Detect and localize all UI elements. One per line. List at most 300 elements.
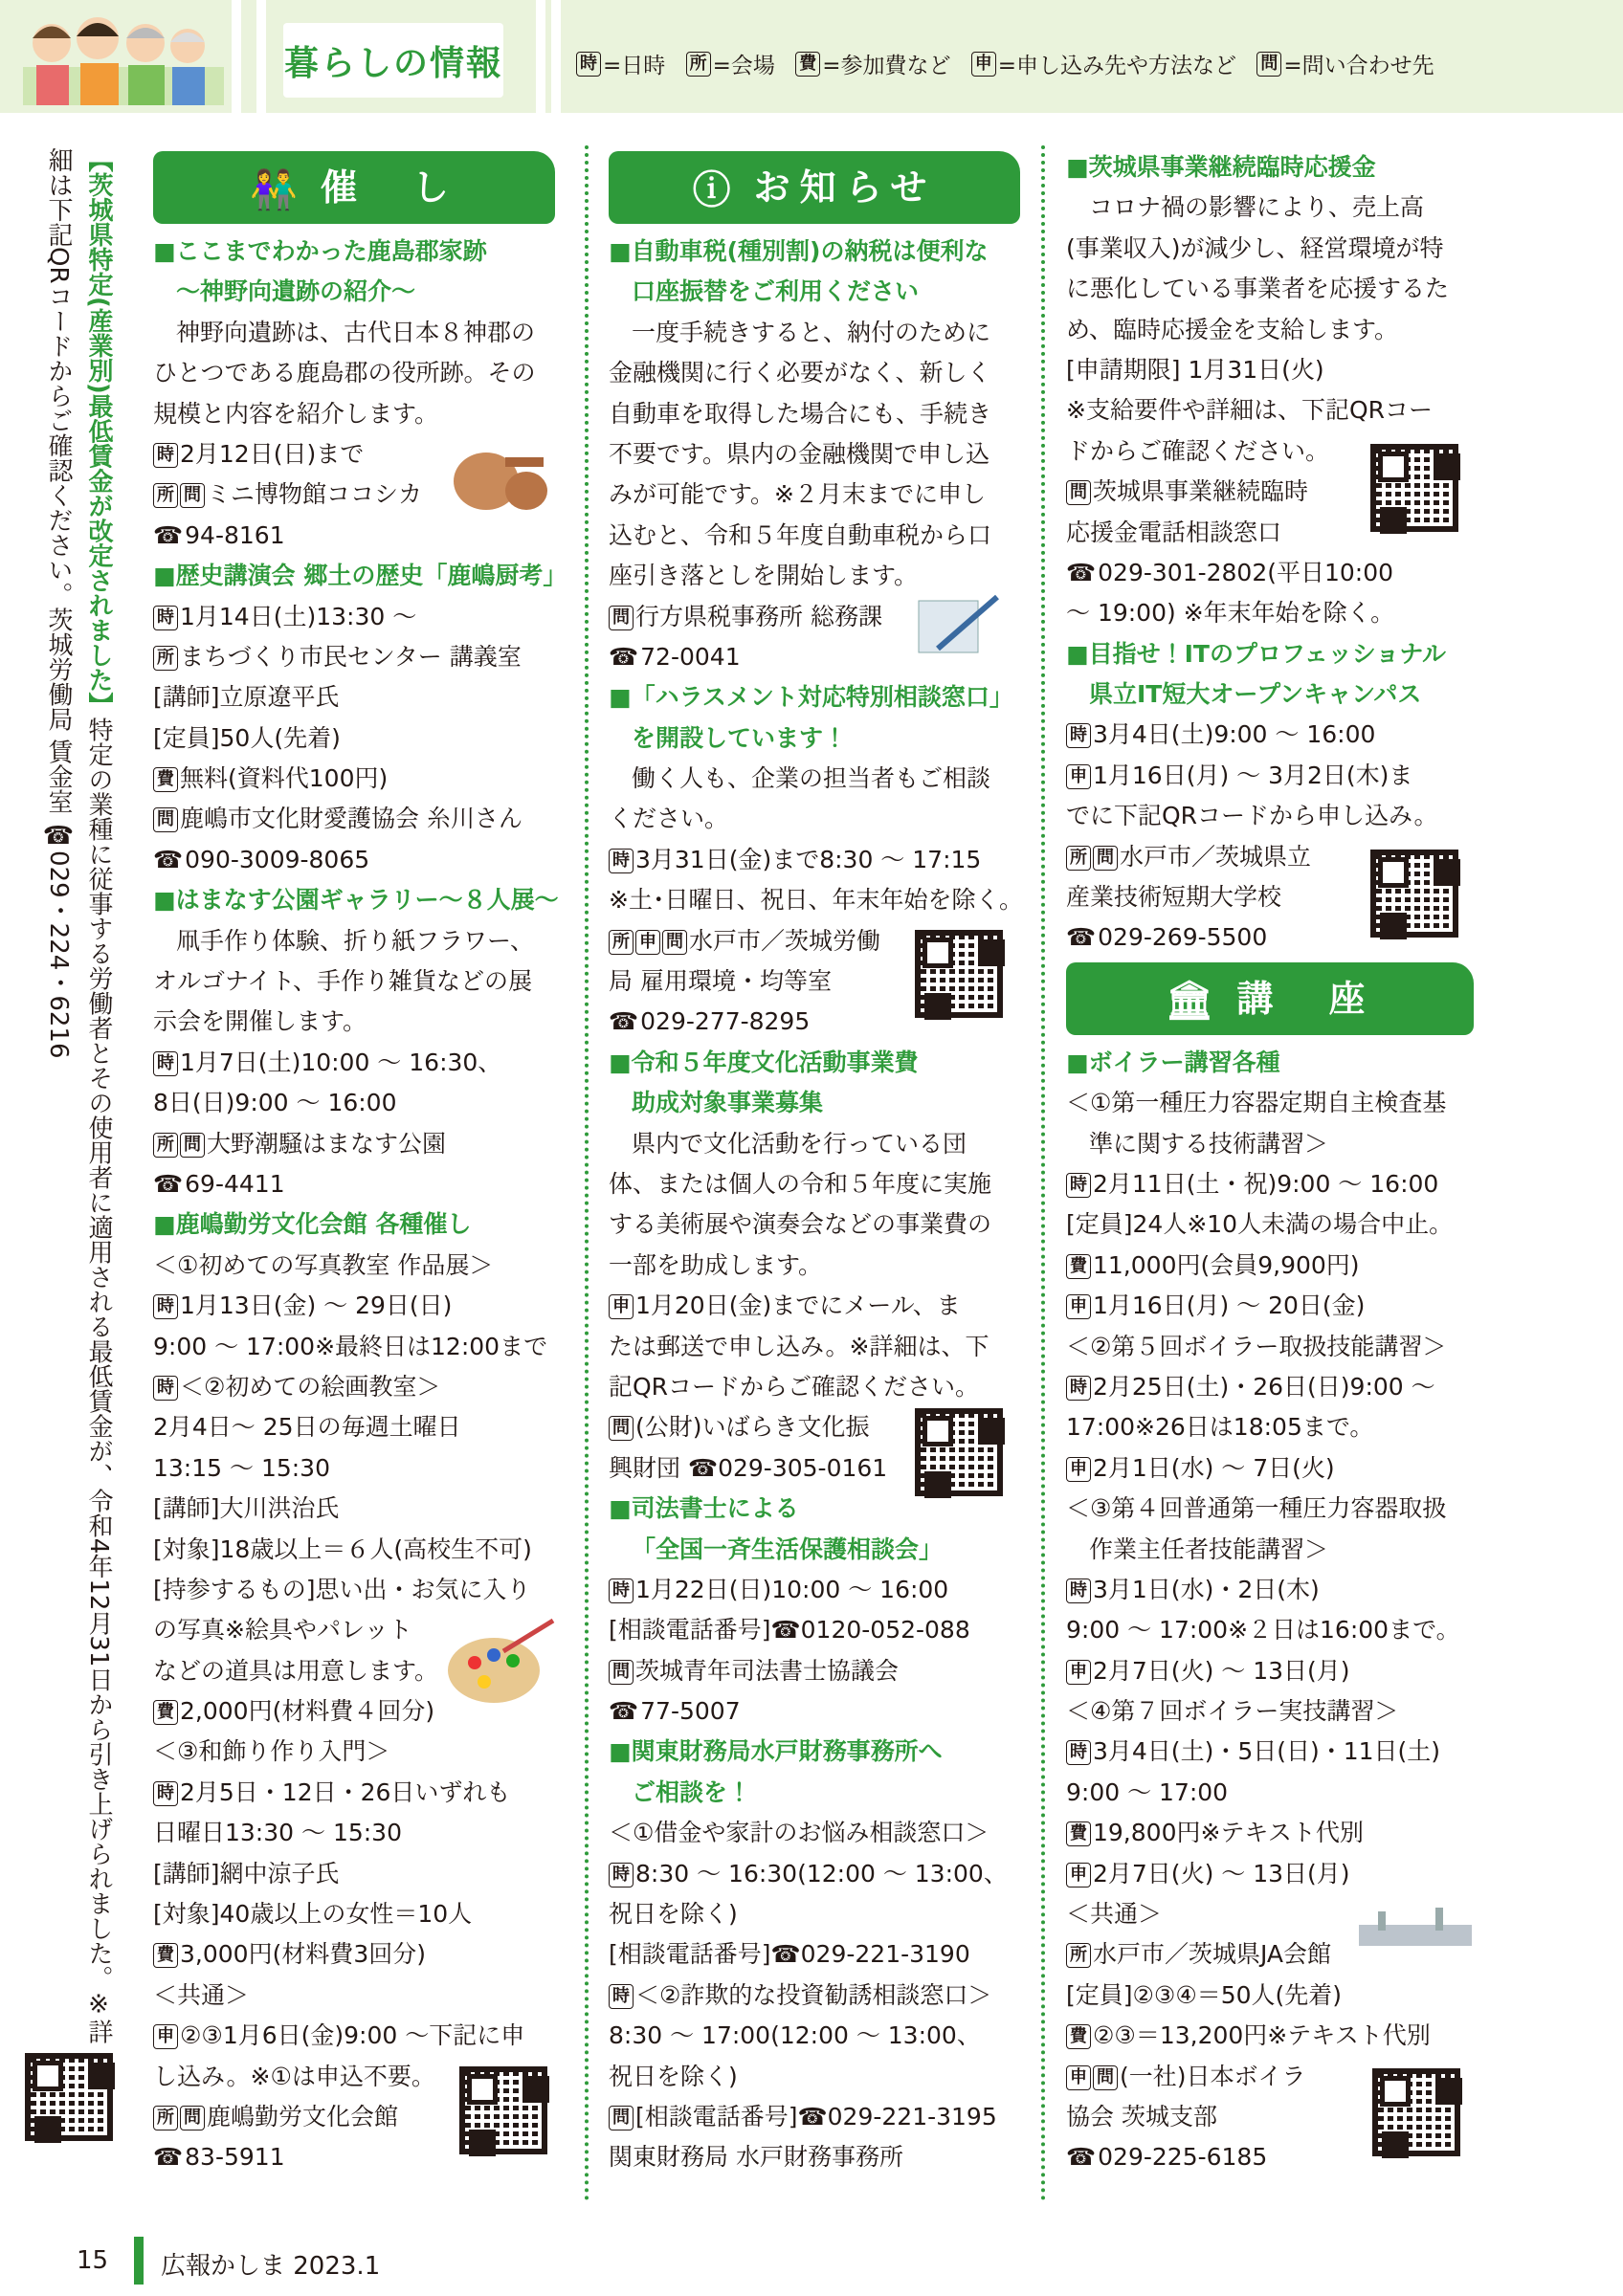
line-text: [講師]立原遼平氏: [153, 683, 340, 712]
item-line: [153, 718, 555, 759]
line-text: 鹿嶋勤労文化会館: [207, 2102, 399, 2130]
item-line: [1066, 2016, 1474, 2056]
line-text: ■鹿嶋勤労文化会館 各種催し: [153, 1210, 472, 1239]
document-pen-illustration: [909, 591, 1005, 660]
item-line: [609, 1204, 1020, 1245]
item-line: [609, 1691, 1020, 1732]
item-line: [1066, 715, 1474, 755]
item-line: [153, 1286, 555, 1326]
line-text: ＜③和飾り作り入門＞: [153, 1737, 390, 1766]
item-line: [153, 2016, 555, 2056]
pottery-illustration: [448, 438, 553, 515]
info-key-icon: 所: [1066, 846, 1091, 871]
legend-text: =申し込み先や方法など: [997, 54, 1237, 78]
item-line: [1066, 1164, 1474, 1204]
item-line: [1066, 1327, 1474, 1367]
item-line: [1066, 1651, 1474, 1691]
line-text: 2月5日・12日・26日いずれも: [180, 1777, 511, 1806]
line-text: ひとつである鹿島郡の役所跡。その: [153, 359, 536, 387]
item-line: [609, 799, 1020, 839]
line-text: 94-8161: [185, 520, 285, 549]
item-line: [609, 880, 1023, 920]
line-text: 8:30 〜 16:30(12:00 〜 13:00、: [635, 1859, 1008, 1888]
item-heading: [153, 272, 555, 312]
legend-text: =日時: [603, 54, 666, 78]
banner-icon: 👫: [250, 167, 298, 212]
info-key-icon: 問: [1066, 480, 1091, 505]
info-key-icon: 時: [153, 1294, 178, 1319]
qr-code[interactable]: [25, 2053, 113, 2141]
item-heading: [609, 1530, 1020, 1570]
line-text: 規模と内容を紹介します。: [153, 399, 439, 428]
item-line: [609, 1976, 1020, 2016]
item-line: [153, 759, 555, 799]
item-line: [609, 1286, 1020, 1326]
line-text: 3月4日(土)9:00 〜 16:00: [1093, 720, 1376, 749]
item-line: [609, 1124, 1020, 1164]
column-divider: [1041, 145, 1045, 2202]
item-line: [153, 677, 555, 718]
qr-code[interactable]: [459, 2066, 547, 2154]
info-key-icon: 申: [1066, 1294, 1091, 1319]
item-line: [609, 1894, 1020, 1934]
info-key-icon: 費: [1066, 2024, 1091, 2049]
item-line: [1066, 1773, 1474, 1813]
banner-icon: ⓘ: [692, 167, 731, 212]
item-line: [1066, 188, 1474, 228]
line-text: 090-3009-8065: [185, 845, 370, 873]
item-line: [609, 2057, 1020, 2097]
item-line: [609, 1813, 1020, 1853]
line-text: [定員]50人(先着): [153, 723, 341, 752]
line-text: 応援金電話相談窓口: [1066, 518, 1282, 546]
item-line: [1066, 1204, 1474, 1245]
line-text: 1月14日(土)13:30 〜: [180, 602, 417, 630]
info-key-icon: 申: [1066, 1863, 1091, 1888]
info-key-icon: 問: [609, 1416, 634, 1441]
line-text: 助成対象事業募集: [632, 1089, 824, 1117]
line-text: などの道具は用意します。: [153, 1656, 439, 1685]
line-text: コロナ禍の影響により、売上高: [1089, 193, 1425, 222]
line-text: し込み。※①は申込不要。: [153, 2062, 435, 2090]
legend-text: =参加費など: [822, 54, 951, 78]
item-line: [153, 961, 555, 1002]
info-key-icon: 時: [1066, 1376, 1091, 1401]
line-text: 2,000円(材料費４回分): [180, 1697, 435, 1726]
info-key-icon: 費: [153, 1943, 178, 1968]
item-heading: [1066, 1043, 1474, 1083]
item-line: [1066, 1813, 1474, 1853]
item-line: [153, 1934, 555, 1975]
line-text: たは郵送で申し込み。※詳細は、下: [609, 1332, 989, 1360]
phone-icon: ☎: [609, 642, 639, 671]
info-key-icon: 問: [180, 1133, 205, 1158]
phone-icon: ☎: [153, 845, 184, 873]
phone-icon: ☎: [153, 2143, 184, 2172]
line-text: ■司法書士による: [609, 1494, 799, 1523]
item-line: [609, 1367, 1020, 1407]
item-line: [609, 1327, 1020, 1367]
line-text: 関東財務局 水戸財務事務所: [609, 2143, 903, 2172]
line-text: ＜①初めての写真教室 作品展＞: [153, 1250, 494, 1279]
info-key-icon: 所: [609, 930, 634, 955]
line-text: 水戸市／茨城県JA会館: [1093, 1940, 1332, 1969]
line-text: ご相談を！: [632, 1777, 752, 1806]
banner-icon: 🏛: [1165, 979, 1214, 1024]
column-divider: [585, 145, 589, 2202]
info-key-icon: 時: [153, 606, 178, 630]
info-key-icon: 申: [1066, 1457, 1091, 1482]
legend-text: =問い合わせ先: [1283, 54, 1434, 78]
line-text: 3月4日(土)・5日(日)・11日(土): [1093, 1737, 1441, 1766]
item-line: [609, 353, 1020, 393]
item-line: [1066, 1610, 1474, 1650]
item-line: [153, 840, 555, 880]
item-heading: [153, 556, 567, 596]
line-text: 9:00 〜 17:00※２日は16:00まで。: [1066, 1616, 1460, 1645]
item-line: [1066, 1732, 1474, 1772]
notice-note: ※詳細は下記QRコードからご確認ください。: [44, 147, 113, 2044]
item-line: [153, 1367, 555, 1407]
info-key-icon: 所: [153, 1133, 178, 1158]
line-text: 示会を開催します。: [153, 1007, 367, 1036]
phone-icon: ☎: [1066, 923, 1097, 952]
line-text: する美術展や演奏会などの事業費の: [609, 1210, 992, 1239]
item-line: [609, 394, 1020, 434]
header-stripe: [536, 0, 545, 113]
line-text: ■「ハラスメント対応特別相談窓口」: [609, 683, 1013, 712]
line-text: まちづくり市民センター 講義室: [180, 642, 522, 671]
line-text: 込むと、令和５年度自動車税から口: [609, 520, 992, 549]
item-line: [1066, 1083, 1474, 1123]
banner-label: 講 座: [1236, 977, 1375, 1020]
line-text: 83-5911: [185, 2143, 285, 2172]
info-key-icon: 所: [1066, 1943, 1091, 1968]
item-line: [1066, 269, 1474, 309]
line-text: 興財団 ☎029-305-0161: [609, 1453, 888, 1482]
line-text: 2月11日(土・祝)9:00 〜 16:00: [1093, 1169, 1439, 1198]
line-text: でに下記QRコードから申し込み。: [1066, 802, 1438, 830]
phone-icon: ☎: [609, 1697, 639, 1726]
item-heading: [609, 1732, 1020, 1772]
line-text: の写真※絵具やパレット: [153, 1616, 412, 1645]
info-key-icon: 申: [1066, 1660, 1091, 1685]
item-line: [1066, 1407, 1474, 1447]
line-text: 金融機関に行く必要がなく、新しく: [609, 359, 991, 387]
publication-name: 広報かしま 2023.1: [161, 2252, 381, 2281]
line-text: 無料(資料代100円): [180, 764, 389, 793]
line-text: ■茨城県事業継続臨時応援金: [1066, 153, 1376, 181]
line-text: ドからご確認ください。: [1066, 436, 1330, 465]
line-text: 9:00 〜 17:00※最終日は12:00まで: [153, 1332, 548, 1360]
line-text: [対象]18歳以上＝６人(高校生不可): [153, 1534, 532, 1563]
line-text: [申請期限] 1月31日(火): [1066, 355, 1324, 384]
line-text: ＜①借金や家計のお悩み相談窓口＞: [609, 1819, 989, 1847]
info-key-icon: 時: [1066, 1578, 1091, 1603]
line-text: [対象]40歳以上の女性＝10人: [153, 1900, 473, 1929]
line-text: ※土･日曜日、祝日、年末年始を除く。: [609, 886, 1023, 915]
line-text: 作業主任者技能講習＞: [1089, 1534, 1329, 1563]
item-line: [153, 313, 555, 353]
item-line: [153, 1083, 555, 1123]
item-line: [609, 516, 1020, 556]
item-heading: [609, 232, 1020, 272]
banner-label: 催 し: [320, 166, 458, 209]
info-key-icon: 費: [153, 1700, 178, 1725]
line-text: [相談電話番号]☎029-221-3190: [609, 1940, 970, 1969]
line-text: オルゴナイト、手作り雑貨などの展: [153, 967, 533, 996]
line-text: 8日(日)9:00 〜 16:00: [153, 1089, 397, 1117]
section-title: 暮らしの情報: [283, 44, 502, 83]
info-key-icon: 所: [153, 483, 178, 508]
line-text: 2月4日〜 25日の毎週土曜日: [153, 1413, 461, 1442]
item-line: [609, 434, 1020, 475]
fee-icon: 費: [795, 52, 820, 77]
item-line: [609, 2016, 1020, 2056]
line-text: 3月31日(金)まで8:30 〜 17:15: [635, 845, 982, 873]
notices-column: [609, 147, 1023, 2178]
qr-code[interactable]: [1372, 2068, 1460, 2156]
line-text: 準に関する技術講習＞: [1089, 1129, 1329, 1158]
info-key-icon: 問: [662, 930, 687, 955]
item-line: [153, 1407, 555, 1447]
item-line: [153, 1246, 555, 1286]
phone-icon: ☎: [153, 520, 184, 549]
line-text: 1月7日(土)10:00 〜 16:30、: [180, 1048, 502, 1076]
info-key-icon: 申: [1066, 764, 1091, 789]
banner-label: お知らせ: [753, 166, 937, 209]
item-line: [153, 799, 555, 839]
line-text: 72-0041: [640, 642, 741, 671]
line-text: 産業技術短期大学校: [1066, 883, 1282, 912]
line-text: 3月1日(水)・2日(木): [1093, 1575, 1320, 1603]
line-text: 1月20日(金)までにメール、ま: [635, 1292, 961, 1320]
info-key-icon: 所: [153, 2106, 178, 2130]
line-text: め、臨時応援金を支給します。: [1066, 315, 1399, 343]
line-text: 13:15 〜 15:30: [153, 1453, 330, 1482]
item-line: [1066, 229, 1474, 269]
line-text: ＜②詐欺的な投資勧誘相談窓口＞: [635, 1980, 992, 2009]
line-text: 69-4411: [185, 1169, 285, 1198]
footer-bar: [134, 2237, 144, 2285]
item-line: [153, 637, 555, 677]
line-text: 2月25日(土)・26日(日)9:00 〜: [1093, 1372, 1435, 1401]
item-line: [153, 1894, 555, 1934]
factory-illustration: [1359, 1908, 1472, 1946]
line-text: 水戸市／茨城労働: [689, 926, 881, 955]
line-text: ■関東財務局水戸財務事務所へ: [609, 1737, 943, 1766]
qr-code[interactable]: [915, 930, 1003, 1018]
item-line: [153, 1773, 555, 1813]
line-text: ＜②第５回ボイラー取扱技能講習＞: [1066, 1332, 1447, 1360]
line-text: 茨城青年司法書士協議会: [635, 1656, 900, 1685]
info-key-icon: 問: [180, 2106, 205, 2130]
line-text: 一部を助成します。: [609, 1250, 823, 1279]
item-line: [153, 516, 555, 556]
item-heading: [1066, 147, 1474, 188]
item-line: [1066, 1448, 1474, 1489]
line-text: 19,800円※テキスト代別: [1093, 1819, 1364, 1847]
page-number: 15: [77, 2246, 109, 2275]
section-banner: [153, 151, 555, 224]
date-icon: 時: [576, 52, 601, 77]
info-key-icon: 問: [180, 483, 205, 508]
line-text: 鹿嶋市文化財愛護協会 糸川さん: [180, 805, 522, 833]
item-line: [1066, 1570, 1474, 1610]
item-heading: [609, 272, 1020, 312]
notice-contact: 茨城労働局 賃金室 ☎029・224・6216: [44, 607, 73, 1059]
info-key-icon: 時: [153, 1376, 178, 1401]
line-text: 局 雇用環境・均等室: [609, 967, 832, 996]
info-key-icon: 申: [1066, 2065, 1091, 2090]
inquiry-icon: 問: [1256, 52, 1281, 77]
line-text: ＜③第４回普通第一種圧力容器取扱: [1066, 1494, 1447, 1523]
info-key-icon: 時: [1066, 1740, 1091, 1765]
item-heading: [609, 1043, 1020, 1083]
line-text: ＜共通＞: [153, 1980, 250, 2009]
line-text: みが可能です。※２月末までに申し: [609, 480, 986, 509]
item-line: [1066, 1854, 1474, 1894]
line-text: [定員]②③④＝50人(先着): [1066, 1980, 1343, 2009]
line-text: 1月16日(月) 〜 3月2日(木)ま: [1093, 761, 1413, 789]
line-text: 029-225-6185: [1098, 2143, 1268, 2172]
info-key-icon: 問: [609, 2106, 634, 2130]
line-text: 2月1日(水) 〜 7日(火): [1093, 1453, 1335, 1482]
phone-icon: ☎: [609, 1007, 639, 1036]
info-key-icon: 時: [609, 849, 634, 873]
item-line: [609, 475, 1020, 515]
item-line: [153, 1732, 555, 1772]
item-line: [153, 1570, 555, 1610]
line-text: 体、または個人の令和５年度に実施: [609, 1169, 992, 1198]
item-line: [153, 1043, 555, 1083]
info-key-icon: 時: [609, 1863, 634, 1888]
item-line: [1066, 1246, 1474, 1286]
item-line: [1066, 1367, 1474, 1407]
item-line: [609, 1651, 1020, 1691]
line-text: 11,000円(会員9,900円): [1093, 1250, 1360, 1279]
line-text: [講師]網中涼子氏: [153, 1859, 340, 1888]
line-text: 2月7日(火) 〜 13日(月): [1093, 1859, 1350, 1888]
line-text: 2月12日(日)まで: [180, 439, 365, 468]
line-text: ■自動車税(種別割)の納税は便利な: [609, 237, 989, 265]
line-text: 祝日を除く): [609, 1900, 738, 1929]
item-heading: [153, 880, 559, 920]
item-heading: [609, 677, 1020, 718]
line-text: 1月13日(金) 〜 29日(日): [180, 1292, 453, 1320]
item-line: [1066, 756, 1474, 796]
line-text: ■目指せ！ITのプロフェッショナル: [1066, 639, 1446, 668]
header-stripe: [551, 0, 561, 113]
item-heading: [1066, 634, 1474, 674]
line-text: ■歴史講演会 郷土の歴史「鹿嶋厨考」: [153, 562, 567, 590]
apply-icon: 申: [971, 52, 996, 77]
line-text: [定員]24人※10人未満の場合中止。: [1066, 1210, 1454, 1239]
info-key-icon: 費: [1066, 1821, 1091, 1846]
info-key-icon: 費: [153, 767, 178, 792]
line-text: 県立IT短大オープンキャンパス: [1089, 680, 1422, 709]
legend-text: =会場: [712, 54, 775, 78]
item-heading: [153, 232, 555, 272]
line-text: (一社)日本ボイラ: [1120, 2062, 1306, 2090]
header-stripe: [232, 0, 241, 113]
info-key-icon: 時: [1066, 723, 1091, 748]
notice-heading: 【茨城県特定(産業別)最低賃金が改定されました】: [84, 147, 113, 718]
info-key-icon: 問: [1093, 846, 1118, 871]
line-text: 祝日を除く): [609, 2062, 738, 2090]
minimum-wage-notice: [38, 147, 119, 2061]
line-text: ■ボイラー講習各種: [1066, 1048, 1280, 1076]
line-text: ＜①第一種圧力容器定期自主検査基: [1066, 1089, 1447, 1117]
item-line: [609, 313, 1020, 353]
line-text: 不要です。県内の金融機関で申し込: [609, 439, 990, 468]
line-text: 029-301-2802(平日10:00: [1098, 558, 1394, 586]
line-text: (事業収入)が減少し、経営環境が特: [1066, 233, 1444, 262]
info-key-icon: 費: [1066, 1254, 1091, 1279]
item-line: [153, 921, 555, 961]
item-line: [1066, 1489, 1474, 1529]
info-key-icon: 申: [609, 1294, 634, 1319]
qr-code[interactable]: [915, 1408, 1003, 1496]
section-banner: [1066, 962, 1474, 1035]
item-line: [153, 597, 555, 637]
line-text: 77-5007: [640, 1697, 741, 1726]
page-footer: [0, 2229, 1623, 2296]
line-text: 9:00 〜 17:00: [1066, 1777, 1229, 1806]
item-line: [153, 1489, 555, 1529]
info-key-icon: 時: [1066, 1173, 1091, 1198]
item-line: [609, 1854, 1020, 1894]
info-key-icon: 問: [609, 1660, 634, 1685]
item-line: [609, 1934, 1020, 1975]
line-text: ※支給要件や詳細は、下記QRコー: [1066, 396, 1433, 425]
info-key-icon: 申: [635, 930, 660, 955]
item-line: [153, 1448, 555, 1489]
item-heading: [609, 1083, 1020, 1123]
line-text: 8:30 〜 17:00(12:00 〜 13:00、: [609, 2021, 981, 2050]
line-text: 〜神野向遺跡の紹介〜: [176, 277, 416, 306]
item-line: [609, 2137, 1020, 2177]
header-stripe: [256, 0, 266, 113]
info-key-icon: 時: [153, 443, 178, 468]
venue-icon: 所: [686, 52, 711, 77]
info-key-icon: 問: [1093, 2065, 1118, 2090]
notice-body: 特定の業種に従事する労働者とその使用者に適用される最低賃金が、令和4年12月31日から引き上げられました。: [84, 717, 113, 1991]
phone-icon: ☎: [1066, 2143, 1097, 2172]
qr-code[interactable]: [1370, 850, 1458, 938]
item-heading: [609, 718, 1020, 759]
page-header: [0, 0, 1623, 113]
icon-legend: [576, 48, 1448, 79]
item-line: [609, 1570, 1020, 1610]
info-key-icon: 時: [153, 1781, 178, 1806]
item-line: [1066, 310, 1474, 350]
qr-code[interactable]: [1370, 444, 1458, 532]
info-key-icon: 時: [609, 1984, 634, 2009]
line-text: 1月22日(日)10:00 〜 16:00: [635, 1575, 949, 1603]
line-text: 〜 19:00) ※年末年始を除く。: [1066, 599, 1395, 628]
line-text: 一度手続きすると、納付のために: [632, 318, 991, 346]
line-text: 水戸市／茨城県立: [1120, 842, 1312, 871]
line-text: 行方県税事務所 総務課: [635, 602, 882, 630]
item-line: [1066, 796, 1474, 836]
info-key-icon: 申: [153, 2024, 178, 2049]
item-line: [1066, 1286, 1474, 1326]
item-line: [609, 840, 1020, 880]
item-line: [1066, 390, 1474, 430]
item-line: [1066, 1976, 1474, 2016]
item-line: [153, 353, 555, 393]
